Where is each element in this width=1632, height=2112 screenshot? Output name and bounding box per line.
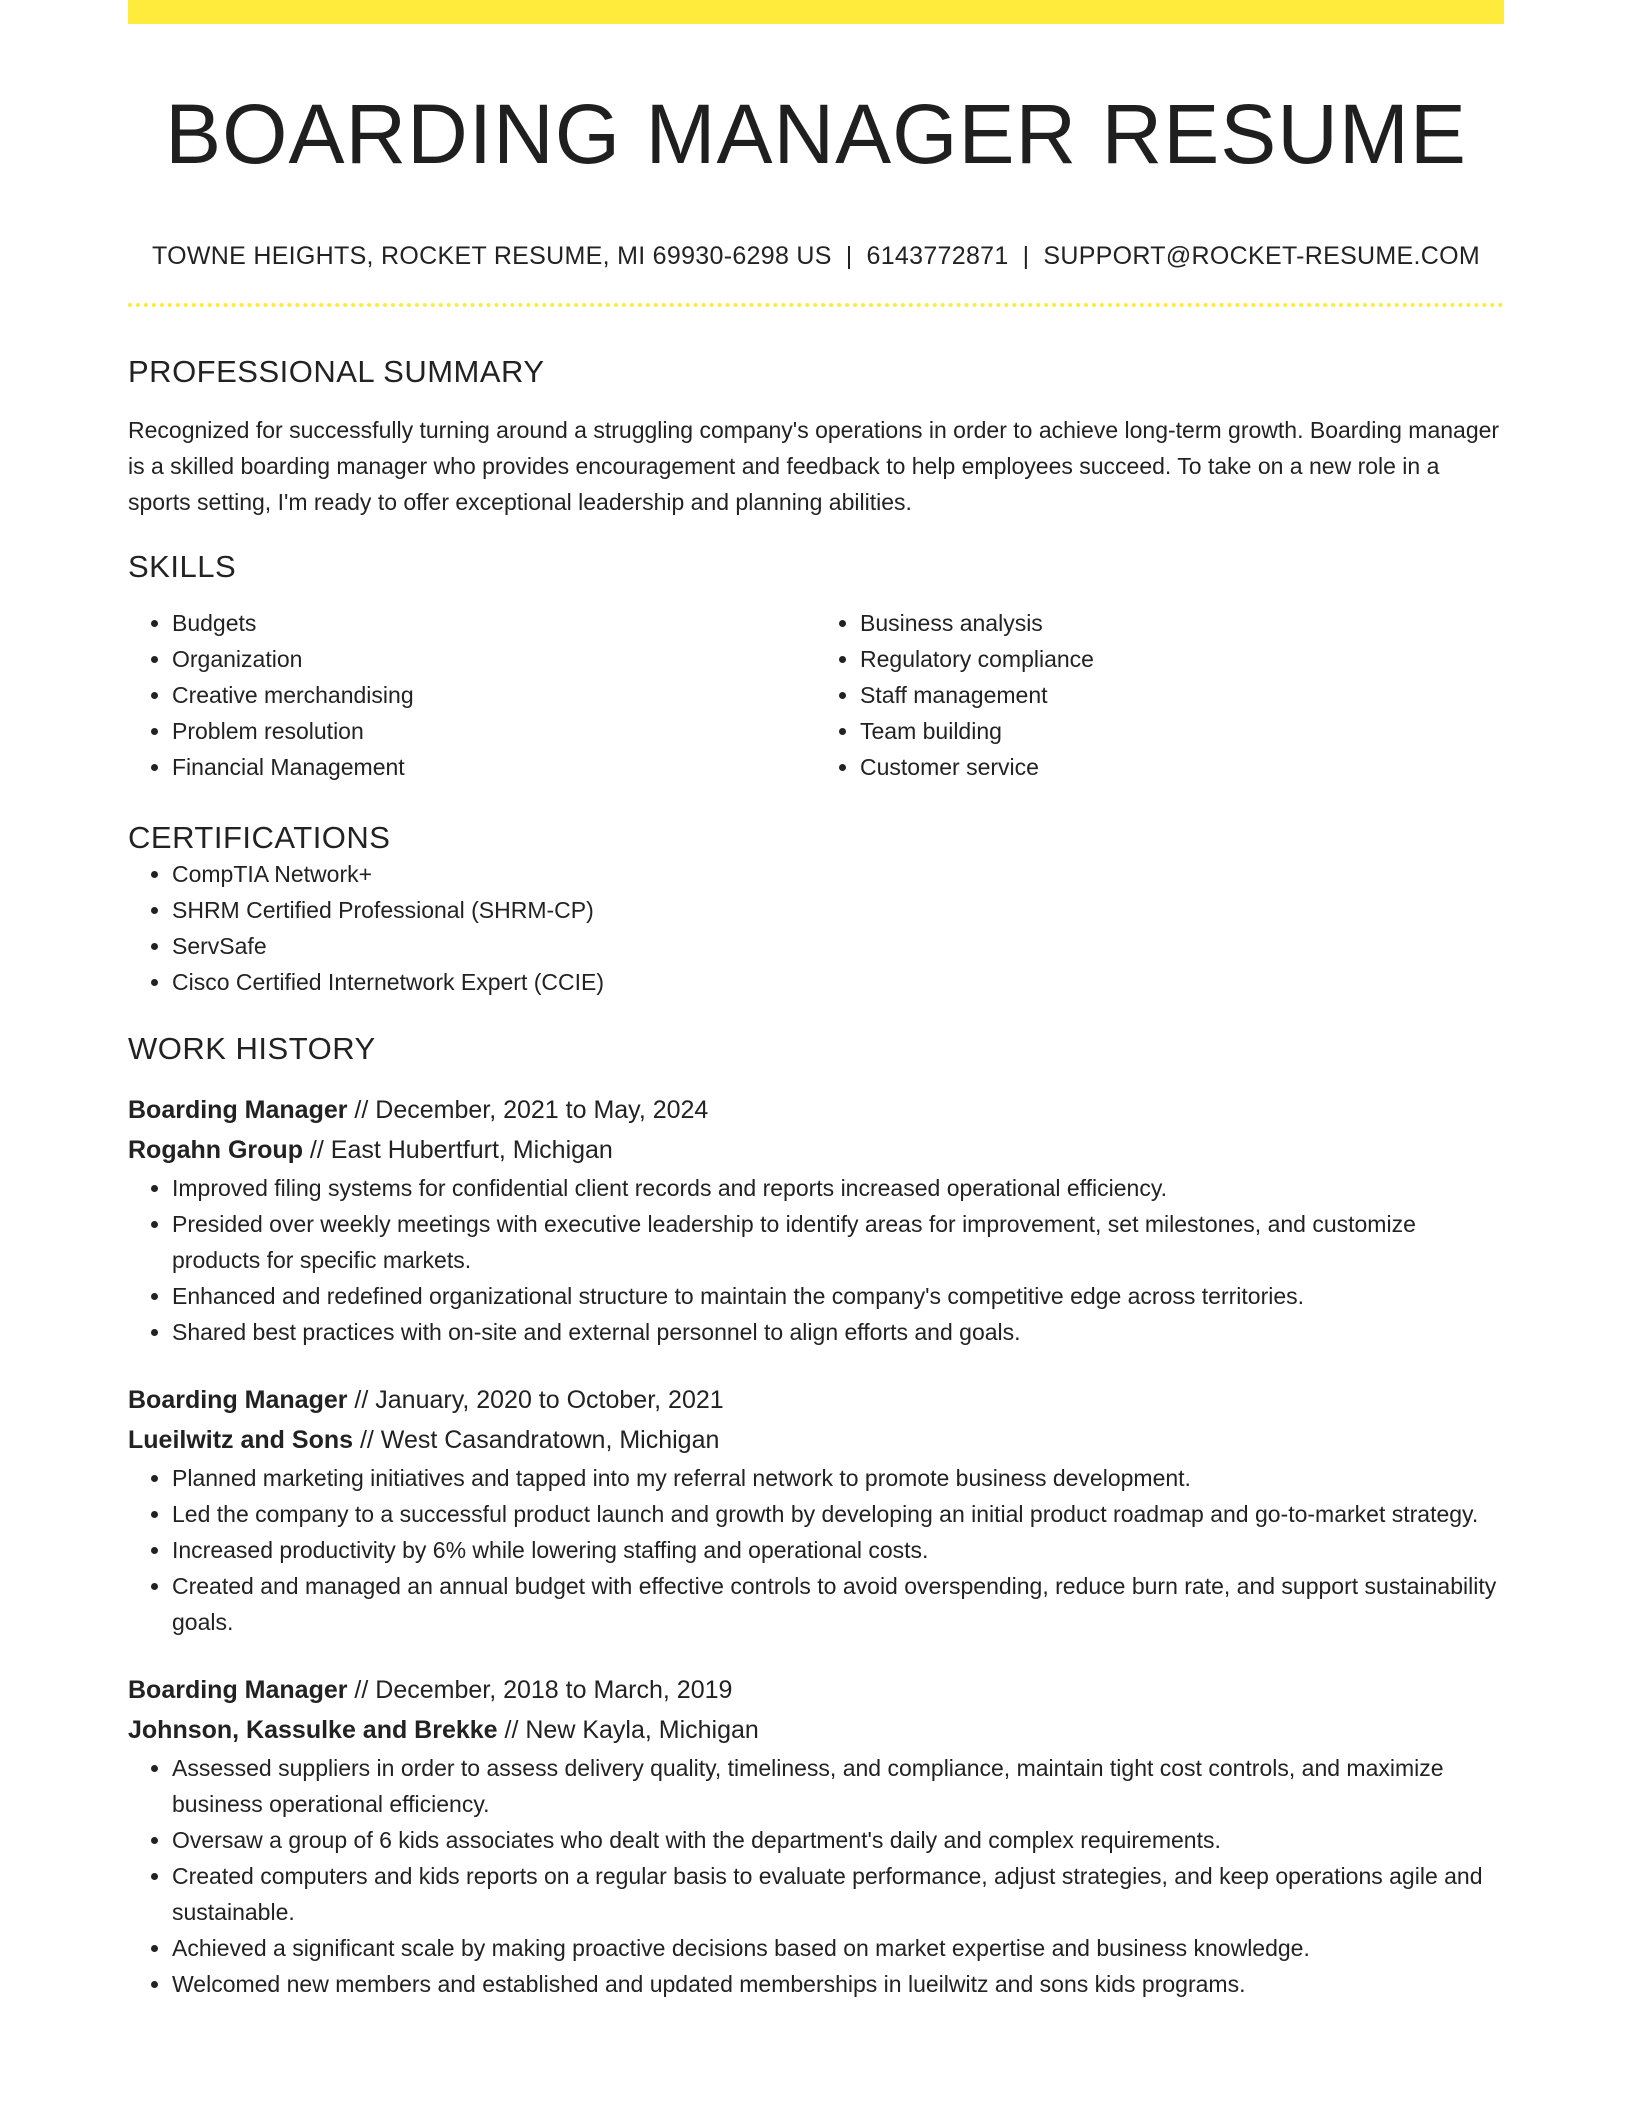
job-company: Rogahn Group — [128, 1135, 303, 1164]
certification-item: • Cisco Certified Internetwork Expert (CCIE) — [172, 964, 1504, 1000]
resume-page — [128, 0, 1504, 2002]
header-divider — [128, 303, 1504, 307]
skills-left-list — [128, 605, 816, 785]
job-entry — [128, 1380, 1504, 1640]
job-bullet: • Created computers and kids reports on a regular basis to evaluate performance, adjust strategies, and keep operations agile and sustainable. — [172, 1858, 1504, 1930]
job-company-line — [128, 1420, 1504, 1460]
contact-separator: | — [845, 241, 853, 270]
contact-line — [128, 241, 1504, 271]
certification-item: • ServSafe — [172, 928, 1504, 964]
summary-heading: PROFESSIONAL SUMMARY — [128, 353, 545, 389]
job-bullet: • Achieved a significant scale by making proactive decisions based on market expertise and business knowledge. — [172, 1930, 1504, 1966]
job-bullet: • Created and managed an annual budget with effective controls to avoid overspending, reduce burn rate, and support sustainability goals. — [172, 1568, 1504, 1640]
job-title-line — [128, 1090, 1504, 1130]
resume-title: BOARDING MANAGER RESUME — [165, 87, 1467, 181]
skill-item: • Creative merchandising — [172, 677, 816, 713]
job-title-line — [128, 1380, 1504, 1420]
skill-item: • Regulatory compliance — [860, 641, 1504, 677]
contact-separator: | — [1022, 241, 1030, 270]
job-location: // East Hubertfurt, Michigan — [302, 1135, 613, 1164]
job-bullet: • Presided over weekly meetings with executive leadership to identify areas for improvement, set milestones, and customize products for specific markets. — [172, 1206, 1504, 1278]
certifications-list — [128, 856, 1504, 1000]
job-company-line — [128, 1130, 1504, 1170]
skill-item: • Budgets — [172, 605, 816, 641]
job-dates: // December, 2018 to March, 2019 — [347, 1675, 733, 1704]
certification-item: • SHRM Certified Professional (SHRM-CP) — [172, 892, 1504, 928]
skill-item: • Business analysis — [860, 605, 1504, 641]
job-bullet: • Improved filing systems for confidential client records and reports increased operational efficiency. — [172, 1170, 1504, 1206]
skill-item: • Problem resolution — [172, 713, 816, 749]
skill-item: • Team building — [860, 713, 1504, 749]
job-title-line — [128, 1670, 1504, 1710]
job-bullet: • Led the company to a successful product launch and growth by developing an initial product roadmap and go-to-market strategy. — [172, 1496, 1504, 1532]
skill-item: • Organization — [172, 641, 816, 677]
job-entry — [128, 1670, 1504, 2002]
job-company-line — [128, 1710, 1504, 1750]
summary-text: Recognized for successfully turning around a struggling company's operations in order to achieve long-term growth. Boarding manager is a skilled boarding manager who provides encouragement and feedback to help employees succeed. To take on a new role in a sports setting, I'm ready to offer exceptional leadership and planning abilities. — [128, 416, 1500, 515]
job-entry — [128, 1090, 1504, 1350]
contact-email: SUPPORT@ROCKET-RESUME.COM — [1043, 241, 1480, 270]
job-bullet: • Shared best practices with on-site and external personnel to align efforts and goals. — [172, 1314, 1504, 1350]
certifications-heading: CERTIFICATIONS — [128, 820, 391, 856]
job-company: Johnson, Kassulke and Brekke — [128, 1715, 498, 1744]
skills-heading: SKILLS — [128, 548, 237, 584]
skill-item: • Financial Management — [172, 749, 816, 785]
job-bullet: • Welcomed new members and established and updated memberships in lueilwitz and sons kids programs. — [172, 1966, 1504, 2002]
job-dates: // January, 2020 to October, 2021 — [347, 1385, 724, 1414]
job-title: Boarding Manager — [128, 1095, 348, 1124]
skill-item: • Staff management — [860, 677, 1504, 713]
job-bullets — [128, 1750, 1504, 2002]
job-bullet: • Planned marketing initiatives and tapped into my referral network to promote business development. — [172, 1460, 1504, 1496]
job-title: Boarding Manager — [128, 1675, 348, 1704]
job-dates: // December, 2021 to May, 2024 — [347, 1095, 709, 1124]
work-history-heading: WORK HISTORY — [128, 1031, 376, 1067]
job-bullet: • Assessed suppliers in order to assess delivery quality, timeliness, and compliance, maintain tight cost controls, and maximize business operational efficiency. — [172, 1750, 1504, 1822]
top-accent-bar — [128, 0, 1504, 24]
certification-item: • CompTIA Network+ — [172, 856, 1504, 892]
job-bullet: • Increased productivity by 6% while lowering staffing and operational costs. — [172, 1532, 1504, 1568]
contact-address: TOWNE HEIGHTS, ROCKET RESUME, MI 69930-6298 US — [152, 241, 832, 270]
job-bullets — [128, 1170, 1504, 1350]
contact-phone: 6143772871 — [866, 241, 1009, 270]
skills-right-list — [816, 605, 1504, 785]
job-company: Lueilwitz and Sons — [128, 1425, 354, 1454]
job-bullets — [128, 1460, 1504, 1640]
job-location: // West Casandratown, Michigan — [353, 1425, 720, 1454]
skill-item: • Customer service — [860, 749, 1504, 785]
job-bullet: • Enhanced and redefined organizational structure to maintain the company's competitive edge across territories. — [172, 1278, 1504, 1314]
job-bullet: • Oversaw a group of 6 kids associates who dealt with the department's daily and complex requirements. — [172, 1822, 1504, 1858]
job-location: // New Kayla, Michigan — [497, 1715, 759, 1744]
job-title: Boarding Manager — [128, 1385, 348, 1414]
skills-columns — [128, 605, 1504, 785]
